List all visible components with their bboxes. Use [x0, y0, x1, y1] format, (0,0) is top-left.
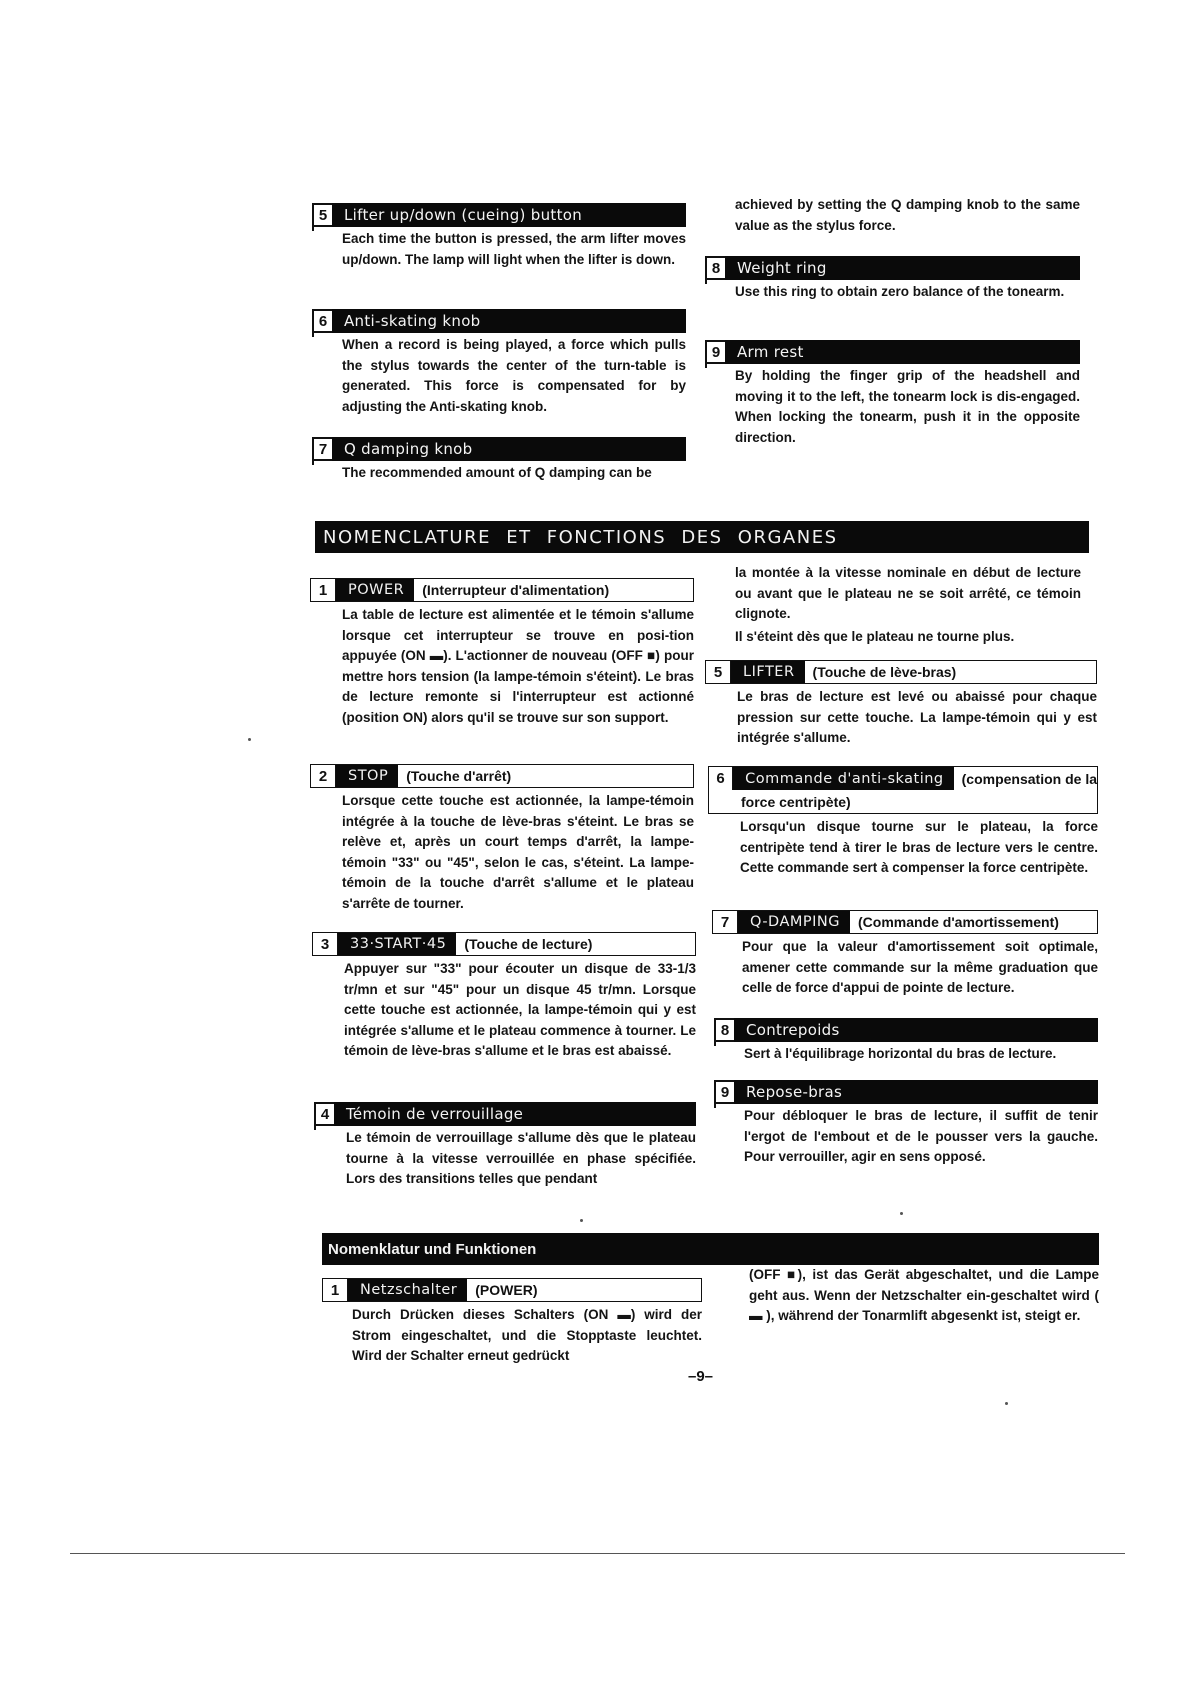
french-banner-title: NOMENCLATURE ET FONCTIONS DES ORGANES: [323, 526, 838, 548]
section-label: POWER: [336, 579, 414, 601]
section-number: 8: [705, 256, 725, 280]
scan-speck: [248, 738, 251, 741]
fr-heading-2: [310, 764, 694, 788]
section-number: 5: [312, 203, 332, 227]
section-number: 2: [311, 765, 336, 787]
fr-section-8: [714, 1018, 1098, 1065]
section-text: Pour débloquer le bras de lecture, il suffit de tenir l'ergot de l'embout et de le pousser vers la gauche. Pour verrouiller, agir en sens opposé.: [744, 1108, 1098, 1164]
section-text: Lorsque cette touche est actionnée, la lampe-témoin intégrée à la touche de lève-bras s'éteint. Le bras se relève et, après un court temps d'arrêt, la lampe-témoin "33" ou "45", selon le cas, s'éteint. La lampe-témoin de la touche d'arrêt s'allume et le plateau s'arrête de tourner.: [342, 793, 694, 911]
section-text: Sert à l'équilibrage horizontal du bras de lecture.: [744, 1046, 1057, 1061]
section-subtitle: (Touche d'arrêt): [406, 768, 512, 784]
section-text: Appuyer sur "33" pour écouter un disque de 33-1/3 tr/mn et sur "45" pour un disque 45 tr/mn. Lorsque cette touche est actionnée, la lampe-témoin qui y est intégrée s'allume et le plateau commence à tourner. Le témoin de lève-bras s'allume et le bras est abaissé.: [344, 961, 696, 1058]
fr-heading-1: [310, 578, 694, 602]
section-subtitle: (Touche de lecture): [464, 936, 593, 952]
section-text: Le témoin de verrouillage s'allume dès que le plateau tourne à la vitesse verrouillée en phase spécifiée. Lors des transitions telles que pendant: [346, 1130, 696, 1186]
section-text: Each time the button is pressed, the arm lifter moves up/down. The lamp will light when the lifter is down.: [342, 231, 686, 267]
fr-heading-8: [714, 1018, 1098, 1042]
fr-section-5: [705, 660, 1097, 749]
fr-continuation: [735, 563, 1081, 647]
fr-heading-6: [708, 766, 1098, 814]
fr-heading-5: [705, 660, 1097, 684]
section-subtitle-2: force centripète): [741, 793, 851, 810]
section-number: 7: [312, 437, 332, 461]
german-banner: [322, 1233, 1099, 1265]
fr-section-9: [714, 1080, 1098, 1168]
en-heading-7: [312, 437, 686, 461]
section-text: Durch Drücken dieses Schalters (ON ▬) wird der Strom eingeschaltet, und die Stopptaste leuchtet. Wird der Schalter erneut gedrückt: [352, 1307, 702, 1363]
fr-heading-9: [714, 1080, 1098, 1104]
en-section-8: [705, 256, 1080, 303]
section-subtitle: (Touche de lève-bras): [812, 664, 957, 680]
section-title: Q damping knob: [332, 437, 686, 461]
section-text: Pour que la valeur d'amortissement soit optimale, amener cette commande sur la même graduation que celle de force d'appui de pointe de lecture.: [742, 939, 1098, 995]
fr-section-2: [310, 764, 694, 914]
fr-section-3: [312, 932, 696, 1062]
fr-section-7: [712, 910, 1098, 999]
en-section-5: [312, 203, 686, 270]
page-number: –9–: [688, 1368, 714, 1385]
continuation-text: (OFF ■), ist das Gerät abgeschaltet, und die Lampe geht aus. Wenn der Netzschalter ein-geschaltet wird ( ▬ ), während der Tonarmlift abgesenkt ist, steigt er.: [749, 1267, 1099, 1323]
french-banner: [315, 521, 1089, 553]
continuation-text: achieved by setting the Q damping knob to the same value as the stylus force.: [735, 197, 1080, 233]
section-number: 1: [311, 579, 336, 601]
section-subtitle: (POWER): [475, 1282, 538, 1298]
section-number: 1: [323, 1279, 348, 1301]
section-text: Le bras de lecture est levé ou abaissé pour chaque pression sur cette touche. La lampe-témoin qui y est intégrée s'allume.: [737, 689, 1097, 745]
section-subtitle: (compensation de la: [961, 770, 1097, 787]
continuation-text: la montée à la vitesse nominale en début de lecture ou avant que le plateau ne se soit arrêté, ce témoin clignote.: [735, 565, 1081, 621]
section-title: Témoin de verrouillage: [334, 1102, 696, 1126]
section-title: Contrepoids: [734, 1018, 1098, 1042]
section-title: Weight ring: [725, 256, 1080, 280]
fr-section-4: [314, 1102, 696, 1190]
bottom-rule: [70, 1553, 1125, 1554]
en-heading-9: [705, 340, 1080, 364]
section-text: The recommended amount of Q damping can be: [342, 465, 652, 480]
en-section-6: [312, 309, 686, 417]
scan-speck: [900, 1212, 903, 1215]
section-number: 9: [705, 340, 725, 364]
german-banner-title: Nomenklatur und Funktionen: [328, 1240, 537, 1258]
section-number: 9: [714, 1080, 734, 1104]
section-label: STOP: [336, 765, 398, 787]
section-text: By holding the finger grip of the headshell and moving it to the left, the tonearm lock is dis-engaged. When locking the tonearm, push it in the opposite direction.: [735, 368, 1080, 445]
scan-speck: [580, 1219, 583, 1222]
section-title: Anti-skating knob: [332, 309, 686, 333]
fr-heading-4: [314, 1102, 696, 1126]
en-heading-8: [705, 256, 1080, 280]
fr-section-6: [708, 766, 1098, 879]
section-number: 4: [314, 1102, 334, 1126]
section-label: Q-DAMPING: [738, 911, 850, 933]
section-number: 8: [714, 1018, 734, 1042]
en-heading-5: [312, 203, 686, 227]
section-number: 6: [312, 309, 332, 333]
section-number: 6: [709, 767, 733, 790]
en-section-7: [312, 437, 686, 484]
scan-speck: [1005, 1402, 1008, 1405]
section-text: When a record is being played, a force which pulls the stylus towards the center of the turn-table is generated. This force is compensated for by adjusting the Anti-skating knob.: [342, 337, 686, 414]
section-number: 3: [313, 933, 338, 955]
fr-section-1: [310, 578, 694, 728]
section-label: Commande d'anti-skating: [733, 767, 953, 790]
de-continuation: [749, 1265, 1099, 1327]
section-text: Lorsqu'un disque tourne sur le plateau, la force centripète tend à tirer le bras de lecture vers le centre. Cette commande sert à compenser la force centripète.: [740, 819, 1098, 875]
section-title: Arm rest: [725, 340, 1080, 364]
fr-heading-7: [712, 910, 1098, 934]
continuation-text-2: Il s'éteint dès que le plateau ne tourne plus.: [735, 628, 1015, 644]
section-number: 5: [706, 661, 731, 683]
section-number: 7: [713, 911, 738, 933]
en-continuation: [735, 195, 1080, 236]
de-heading-1: [322, 1278, 702, 1302]
de-section-1: [322, 1278, 702, 1367]
section-label: Netzschalter: [348, 1279, 467, 1301]
section-subtitle: (Commande d'amortissement): [858, 914, 1059, 930]
section-text: Use this ring to obtain zero balance of the tonearm.: [735, 284, 1065, 299]
section-label: 33·START·45: [338, 933, 456, 955]
section-title: Repose-bras: [734, 1080, 1098, 1104]
section-subtitle: (Interrupteur d'alimentation): [422, 582, 610, 598]
en-heading-6: [312, 309, 686, 333]
section-text: La table de lecture est alimentée et le témoin s'allume lorsque cet interrupteur se trouve en posi-tion appuyée (ON ▬). L'actionner de nouveau (OFF ■) pour mettre hors tension (la lampe-témoin s'éteint). Le bras de lecture remonte si l'interrupteur est actionné (position ON) alors qu'il se trouve sur son support.: [342, 607, 694, 725]
fr-heading-3: [312, 932, 696, 956]
en-section-9: [705, 340, 1080, 448]
section-label: LIFTER: [731, 661, 805, 683]
section-title: Lifter up/down (cueing) button: [332, 203, 686, 227]
